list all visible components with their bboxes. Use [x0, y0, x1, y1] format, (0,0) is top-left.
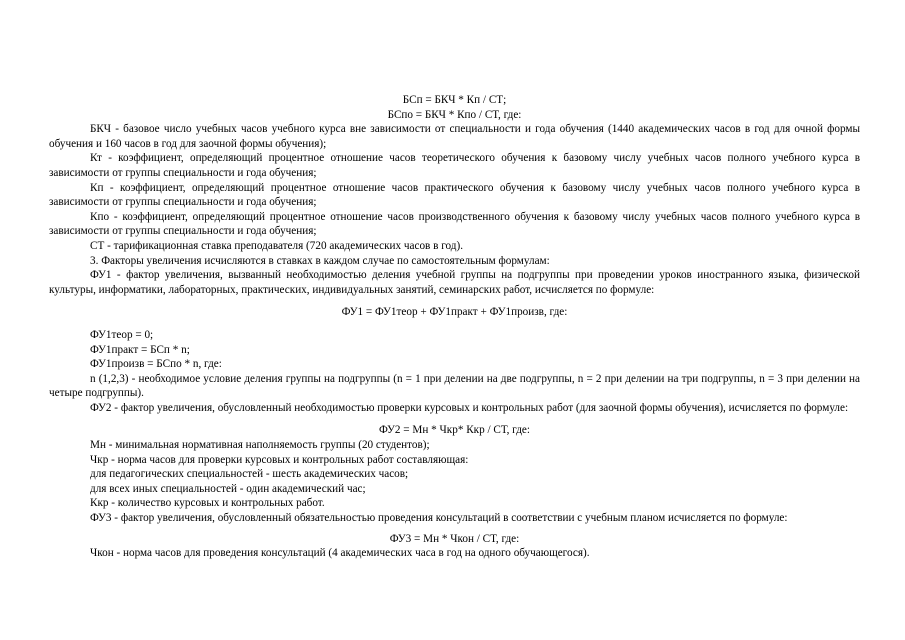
chkr-description: Чкр - норма часов для проверки курсовых и контрольных работ составляющая: — [90, 453, 469, 466]
mn-description: Мн - минимальная нормативная наполняемость группы (20 студентов); — [90, 439, 430, 452]
definition-kt: Кт - коэффициент, определяющий процентное отношение часов теоретического обучения к базовому числу учебных часов полного учебного курса в зависимости от группы специальности и года обучения; — [49, 152, 860, 179]
formula-bspo: БСпо = БКЧ * Кпо / СТ, где: — [387, 108, 522, 121]
other-specialties: для всех иных специальностей - один академический час; — [90, 482, 366, 495]
formula-bsp: БСп = БКЧ * Кп / СТ; — [402, 94, 507, 106]
fu2-description: ФУ2 - фактор увеличения, обусловленный необходимостью проверки курсовых и контрольных работ (для заочной формы обучения), исчисляется по формуле: — [90, 401, 849, 414]
pedagogical-specialties: для педагогических специальностей - шесть академических часов; — [90, 468, 409, 481]
fu1-formula: ФУ1 = ФУ1теор + ФУ1практ + ФУ1произв, где: — [341, 306, 568, 319]
definition-kpo: Кпо - коэффициент, определяющий процентное отношение часов производственного обучения к базовому числу учебных часов полного учебного курса в зависимости от группы специальности и года обучения; — [49, 210, 860, 238]
definition-bkch: БКЧ - базовое число учебных часов учебного курса вне зависимости от специальности и года обучения (1440 академических часов в год для очной формы обучения и 160 часов в год для заочной формы обучения); — [49, 123, 860, 150]
fu1-proizv: ФУ1произв = БСпо * n, где: — [90, 358, 222, 371]
document-page — [49, 93, 860, 561]
item-3: 3. Факторы увеличения исчисляются в ставках в каждом случае по самостоятельным формулам: — [90, 254, 550, 267]
fu3-description: ФУ3 - фактор увеличения, обусловленный обязательностью проведения консультаций в соответствии с учебным планом исчисляется по формуле: — [90, 512, 788, 525]
fu2-formula: ФУ2 = Мн * Чкр* Ккр / СТ, где: — [379, 424, 530, 437]
fu3-formula: ФУ3 = Мн * Чкон / СТ, где: — [389, 532, 520, 545]
fu1-description: ФУ1 - фактор увеличения, вызванный необходимостью деления учебной группы на подгруппы при проведении уроков иностранного языка, физической культуры, информатики, лабораторных, практических, индивидуальных занятий, семинарских работ, исчисляется по формуле: — [49, 269, 860, 296]
definition-st: СТ - тарификационная ставка преподавателя (720 академических часов в год). — [90, 239, 464, 252]
chkon-description: Чкон - норма часов для проведения консультаций (4 академических часа в год на одного обучающегося). — [90, 547, 590, 560]
kkr-description: Ккр - количество курсовых и контрольных работ. — [90, 497, 325, 510]
fu1-prakt: ФУ1практ = БСп * n; — [90, 343, 190, 356]
definition-kp: Кп - коэффициент, определяющий процентное отношение часов практического обучения к базовому числу учебных часов полного учебного курса в зависимости от группы специальности и года обучения; — [49, 181, 860, 209]
fu1-teor: ФУ1теор = 0; — [90, 328, 154, 341]
n-description: n (1,2,3) - необходимое условие деления группы на подгруппы (n = 1 при делении на две подгруппы, n = 2 при делении на три подгруппы, n = 3 при делении на четыре подгруппы). — [49, 372, 860, 400]
